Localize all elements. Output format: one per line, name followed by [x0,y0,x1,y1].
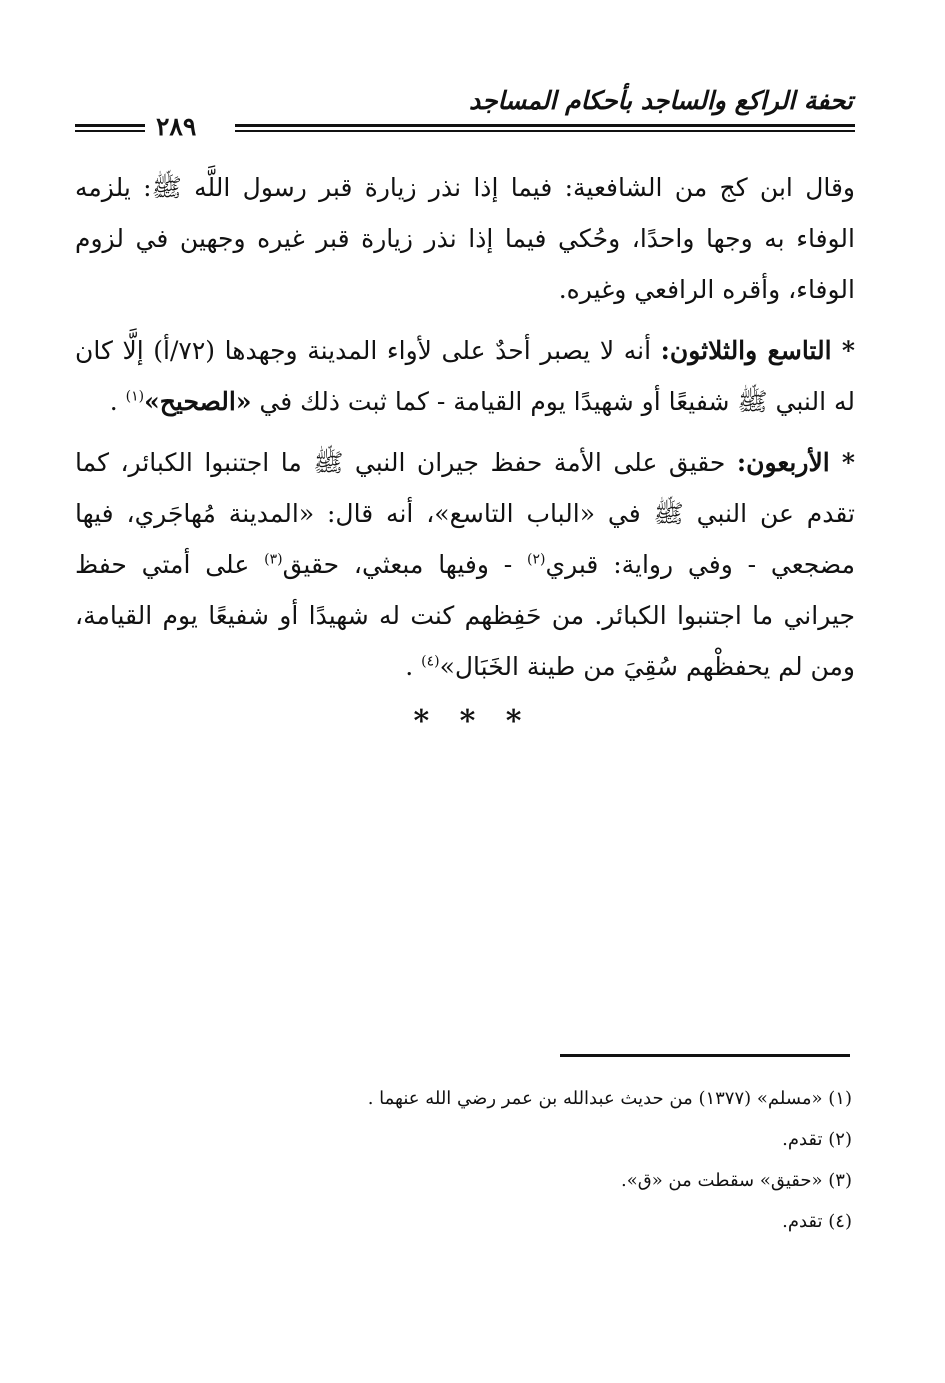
footnote-3: (٣) «حقيق» سقطت من «ق». [621,1170,852,1191]
paragraph-thirty-ninth [75,325,855,427]
header-rule [235,130,855,132]
paragraph-fortieth [75,437,855,692]
footnote-4: (٤) تقدم. [782,1211,852,1232]
footnote-ref: (٢) [527,551,546,568]
paragraph-text: وقال ابن كج من الشافعية: فيما إذا نذر زيارة قبر رسول اللَّه ﷺ: يلزمه الوفاء به وجها واحدًا، وحُكي فيما إذا نذر زيارة قبر غيره وجهين في لزوم الوفاء، وأقره الرافعي وغيره. [75,173,855,304]
footnote-ref: (٤) [421,653,440,670]
paragraph-text: - وفيها مبعثي، حقيق [282,550,513,579]
section-heading: * التاسع والثلاثون: [660,336,855,365]
header-rule [75,124,145,127]
paragraph-end: . [109,387,118,416]
footnote-ref: (١) [125,388,145,405]
paragraph-text: أنه لا يصبر أحدٌ على لأواء المدينة وجهدها (٧٢/أ) إلَّا كان له النبي ﷺ شفيعًا أو شهيدًا يوم القيامة - كما ثبت ذلك في [75,336,855,416]
footnote-rule [560,1054,850,1057]
running-title: تحفة الراكع والساجد بأحكام المساجد [468,86,853,115]
footnote-1: (١) «مسلم» (١٣٧٧) من حديث عبدالله بن عمر رضي الله عنهما . [367,1088,852,1109]
paragraph-text: حقيق على الأمة حفظ جيران النبي ﷺ ما اجتنبوا الكبائر، كما تقدم عن النبي ﷺ في «الباب التاسع»، أنه قال: «المدينة مُهاجَري، فيها مضجعي - وفي رواية: قبري [75,448,855,579]
paragraph-text: على أمتي حفظ جيراني ما اجتنبوا الكبائر. من حَفِظهم كنت له شهيدًا أو شفيعًا يوم القيامة، ومن لم يحفظْهم سُقِيَ من طينة الخَبَال» [75,550,855,681]
header-rule [235,124,855,127]
footnote-2: (٢) تقدم. [782,1129,852,1150]
footnote-ref: (٣) [264,551,283,568]
paragraph-end: . [405,652,414,681]
section-heading: * الأربعون: [736,448,855,477]
paragraph-ibn-kajj [75,162,855,315]
main-text [75,162,855,702]
page-number: ٢٨٩ [156,112,197,141]
header-rule [75,130,145,132]
footnotes [300,1078,852,1242]
section-separator: * * * [413,704,532,739]
source-title: «الصحيح» [144,387,252,416]
